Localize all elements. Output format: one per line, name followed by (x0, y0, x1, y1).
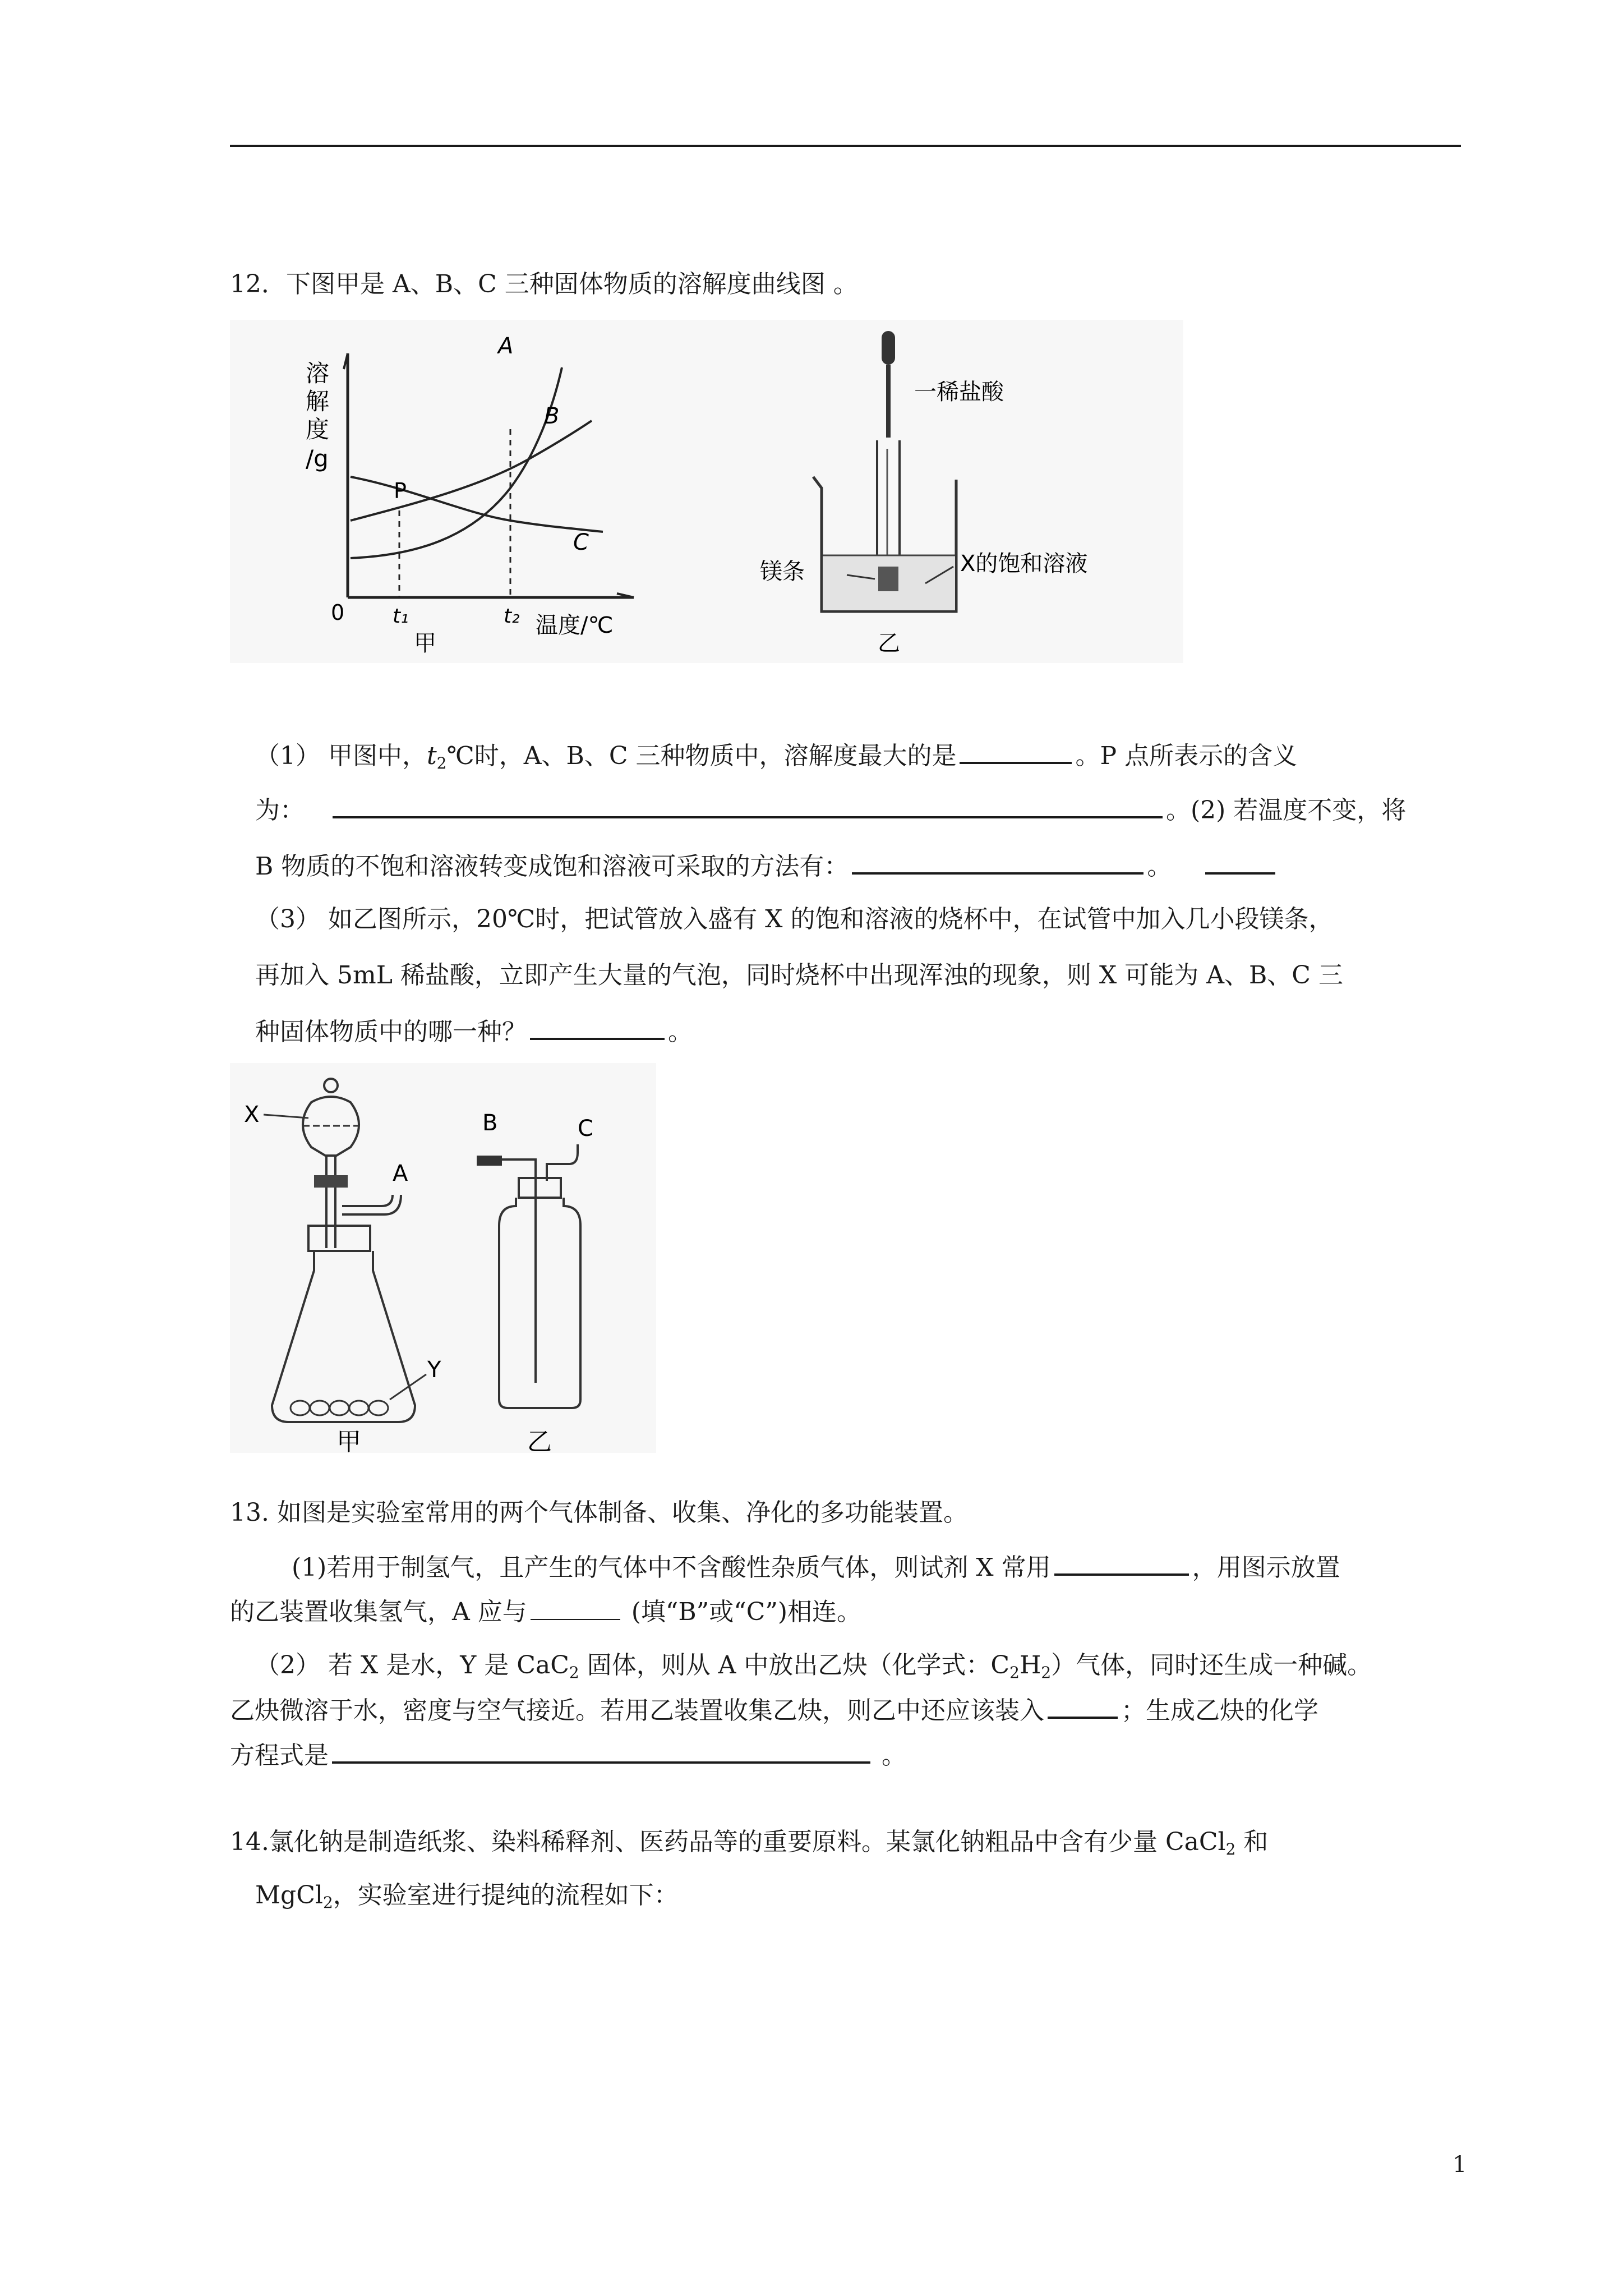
outlet-tube-a (342, 1195, 393, 1206)
solubility-curve-figure (230, 320, 707, 663)
page-number: 1 (1453, 2152, 1467, 2178)
y-label-3: 度 (306, 416, 330, 443)
q14-line2: MgCl$_2$，实验室进行提纯的流程如下： (255, 1881, 679, 1912)
figure-jia-caption: 甲 (414, 631, 436, 656)
dropper-bulb (882, 331, 895, 365)
bottle-stopper (519, 1178, 561, 1198)
q13-stem: 13. 如图是实验室常用的两个气体制备、收集、净化的多功能装置。 (230, 1498, 968, 1527)
answer-blank-equation[interactable] (332, 1739, 870, 1764)
y-label-2: 解 (306, 388, 330, 415)
q14-line1: 14.氯化钠是制造纸浆、染料稀释剂、医药品等的重要原料。某氯化钠粗品中含有少量 CaCl$_2$ 和 (230, 1828, 1269, 1858)
y-label: Y (427, 1357, 441, 1383)
gas-apparatus-figure (230, 1063, 656, 1453)
answer-blank-connect[interactable] (531, 1596, 620, 1620)
curve-a-label: A (498, 333, 514, 359)
q12-part1-line2: 为： 。(2) 若温度不变，将 (255, 794, 1406, 827)
caption-yi: 乙 (527, 1428, 552, 1453)
answer-blank-p-meaning[interactable] (333, 794, 1163, 818)
magnesium-strips (878, 567, 898, 591)
separatory-funnel (303, 1097, 359, 1156)
acid-label: 一稀盐酸 (914, 379, 1004, 405)
q12-part3-line1: （3） 如乙图所示，20℃时，把试管放入盛有 X 的饱和溶液的烧杯中，在试管中加入几小段镁条， (255, 905, 1334, 933)
curve-c (351, 477, 603, 532)
tube-c (547, 1144, 578, 1181)
origin-label: 0 (331, 600, 345, 625)
answer-blank-which-solid[interactable] (530, 1015, 665, 1040)
q12-stem: 12．下图甲是 A、B、C 三种固体物质的溶解度曲线图 。 (230, 270, 858, 298)
b-label: B (482, 1110, 498, 1136)
funnel-stopper (324, 1079, 338, 1092)
answer-blank-fill-bottle[interactable] (1048, 1694, 1118, 1719)
figure-yi-caption: 乙 (878, 631, 900, 656)
caption-jia: 甲 (336, 1428, 361, 1453)
answer-blank-saturation-method[interactable] (852, 850, 1144, 875)
q13-part1-line2: 的乙装置收集氢气，A 应与 (填“B”或“C”)相连。 (230, 1598, 862, 1626)
header-rule (230, 145, 1461, 147)
flask-stopper (308, 1226, 370, 1251)
q13-part1-line1: (1)若用于制氢气，且产生的气体中不含酸性杂质气体，则试剂 X 常用 ，用图示放置 (292, 1551, 1340, 1584)
x-axis-label: 温度/℃ (536, 613, 614, 638)
curve-b-label: B (544, 403, 560, 429)
q12-part3-line2: 再加入 5mL 稀盐酸，立即产生大量的气泡，同时烧杯中出现浑浊的现象，则 X 可能为 A、B、C 三 (255, 961, 1343, 990)
solid-lumps-y (291, 1401, 388, 1415)
q13-part2-line3: 方程式是 。 (230, 1739, 906, 1772)
t2-label: t₂ (504, 605, 520, 628)
tube-b-rubber (477, 1156, 502, 1166)
y-arrow (390, 1374, 426, 1400)
c-label: C (578, 1116, 593, 1142)
solution-label: X的饱和溶液 (960, 551, 1088, 577)
q13-part2-line1: （2） 若 X 是水，Y 是 CaC$_2$ 固体，则从 A 中放出乙炔（化学式：$C_2H_2$）气体，同时还生成一种碱。 (255, 1651, 1372, 1682)
x-label: X (244, 1102, 260, 1128)
beaker-apparatus-figure (707, 320, 1183, 663)
curve-a (351, 367, 562, 558)
y-label-4: /g (306, 445, 329, 472)
wash-bottle (499, 1198, 580, 1408)
t1-label: t₁ (393, 605, 409, 628)
magnesium-label: 镁条 (760, 559, 805, 585)
answer-blank-extra[interactable] (1205, 850, 1275, 875)
answer-blank-reagent-x[interactable] (1054, 1551, 1189, 1576)
curve-c-label: C (573, 530, 589, 555)
answer-blank-max-solubility[interactable] (960, 739, 1072, 764)
q12-part1-line1: （1） 甲图中，$t_2℃$时，A、B、C 三种物质中，溶解度最大的是 。P 点所表示的含义 (255, 739, 1297, 772)
x-arrow (264, 1115, 308, 1118)
q13-part2-line2: 乙炔微溶于水，密度与空气接近。若用乙装置收集乙炔，则乙中还应该装入 ；生成乙炔的化学 (230, 1694, 1318, 1727)
stopcock (314, 1175, 348, 1188)
a-label: A (393, 1161, 408, 1186)
q12-part2-line: B 物质的不饱和溶液转变成饱和溶液可采取的方法有： 。 (255, 850, 1279, 883)
y-label-1: 溶 (306, 360, 330, 387)
q12-part3-line3: 种固体物质中的哪一种？ 。 (255, 1015, 693, 1048)
curve-b (351, 421, 592, 521)
point-p-label: P (394, 478, 407, 503)
